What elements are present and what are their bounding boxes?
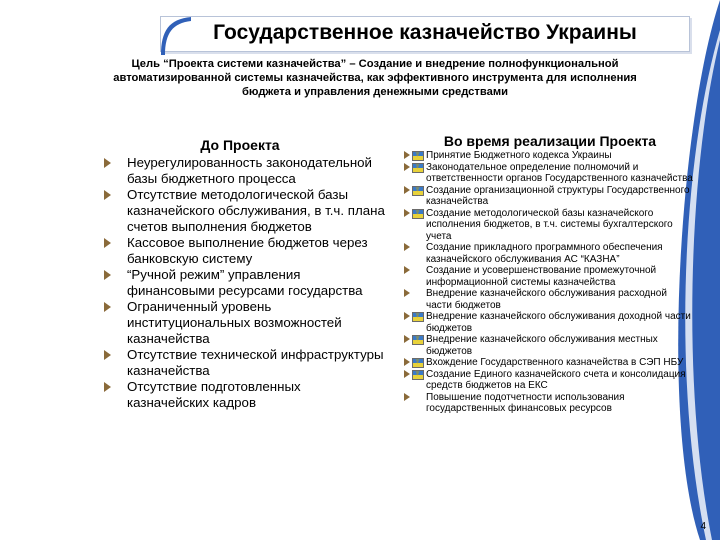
right-list-item-text: Повышение подотчетности использования государственных финансовых ресурсов bbox=[426, 391, 625, 414]
left-list-item-text: “Ручной режим” управления финансовыми ресурсами государства bbox=[127, 267, 363, 298]
before-project-list bbox=[100, 155, 385, 411]
arrow-bullet-icon bbox=[404, 266, 410, 274]
left-list-item bbox=[100, 187, 385, 235]
right-list-item-text: Внедрение казначейского обслуживания местных бюджетов bbox=[426, 334, 658, 357]
arrow-bullet-icon bbox=[404, 370, 410, 378]
right-list-item-text: Принятие Бюджетного кодекса Украины bbox=[426, 150, 612, 161]
ukraine-emblem-icon bbox=[412, 370, 424, 380]
left-list-item-text: Отсутствие подготовленных казначейских кадров bbox=[127, 379, 301, 410]
right-list-item bbox=[398, 334, 693, 357]
arrow-bullet-icon bbox=[104, 158, 111, 168]
left-list-item-text: Отсутствие методологической базы казначейского обслуживания, в т.ч. плана счетов выполнения бюджетов bbox=[127, 187, 385, 234]
arrow-bullet-icon bbox=[104, 382, 111, 392]
ukraine-emblem-icon bbox=[412, 335, 424, 345]
left-list-item bbox=[100, 155, 385, 187]
left-list-item-text: Кассовое выполнение бюджетов через банковскую систему bbox=[127, 235, 368, 266]
arrow-bullet-icon bbox=[404, 358, 410, 366]
arrow-bullet-icon bbox=[404, 289, 410, 297]
title-bar bbox=[160, 16, 690, 52]
ukraine-emblem-icon bbox=[412, 163, 424, 173]
arrow-bullet-icon bbox=[404, 163, 410, 171]
right-list-item bbox=[398, 392, 693, 415]
arrow-bullet-icon bbox=[104, 302, 111, 312]
right-list-item bbox=[398, 185, 693, 208]
left-column-heading: До Проекта bbox=[200, 137, 280, 153]
arrow-bullet-icon bbox=[404, 243, 410, 251]
ukraine-emblem-icon bbox=[412, 358, 424, 368]
right-list-item-text: Создание организационной структуры Государственного казначейства bbox=[426, 184, 690, 207]
arrow-bullet-icon bbox=[404, 186, 410, 194]
during-project-list bbox=[398, 150, 693, 415]
ukraine-emblem-icon bbox=[412, 209, 424, 219]
left-list-item bbox=[100, 347, 385, 379]
right-list-item bbox=[398, 369, 693, 392]
right-list-item bbox=[398, 265, 693, 288]
right-list-item bbox=[398, 150, 693, 162]
ukraine-emblem-icon bbox=[412, 312, 424, 322]
right-column-heading: Во время реализации Проекта bbox=[443, 133, 657, 149]
left-list-item-text: Неурегулированность законодательной базы бюджетного процесса bbox=[127, 155, 372, 186]
left-list-item-text: Ограниченный уровень институциональных возможностей казначейства bbox=[127, 299, 342, 346]
arrow-bullet-icon bbox=[404, 335, 410, 343]
right-list-item bbox=[398, 357, 693, 369]
left-list-item bbox=[100, 379, 385, 411]
right-list-item-text: Создание Единого казначейского счета и консолидация средств бюджетов на ЕКС bbox=[426, 368, 686, 391]
page-number: 4 bbox=[700, 521, 706, 532]
arrow-bullet-icon bbox=[404, 209, 410, 217]
right-list-item-text: Внедрение казначейского обслуживания доходной части бюджетов bbox=[426, 311, 691, 334]
right-list-item-text: Законодательное определение полномочий и ответственности органов Государственного казначейства bbox=[426, 161, 693, 184]
right-list-item-text: Создание прикладного программного обеспечения казначейского обслуживания АС “КАЗНА” bbox=[426, 242, 663, 265]
page-title: Государственное казначейство Украины bbox=[213, 21, 637, 44]
right-list-item bbox=[398, 162, 693, 185]
right-list-item bbox=[398, 311, 693, 334]
left-list-item bbox=[100, 267, 385, 299]
left-list-item bbox=[100, 235, 385, 267]
right-list-item bbox=[398, 288, 693, 311]
right-list-item-text: Вхождение Государственного казначейства в СЭП НБУ bbox=[426, 357, 684, 368]
arrow-bullet-icon bbox=[404, 312, 410, 320]
ukraine-emblem-icon bbox=[412, 186, 424, 196]
arrow-bullet-icon bbox=[104, 350, 111, 360]
right-list-item-text: Создание и усовершенствование промежуточной информационной системы казначейства bbox=[426, 265, 657, 288]
left-list-item bbox=[100, 299, 385, 347]
ukraine-emblem-icon bbox=[412, 151, 424, 161]
right-list-item-text: Внедрение казначейского обслуживания расходной части бюджетов bbox=[426, 288, 667, 311]
arrow-bullet-icon bbox=[104, 238, 111, 248]
arrow-bullet-icon bbox=[404, 393, 410, 401]
right-list-item-text: Создание методологической базы казначейского исполнения бюджетов, в т.ч. системы бухгалтерского учета bbox=[426, 207, 673, 242]
right-list-item bbox=[398, 242, 693, 265]
arrow-bullet-icon bbox=[404, 151, 410, 159]
arrow-bullet-icon bbox=[104, 270, 111, 280]
arrow-bullet-icon bbox=[104, 190, 111, 200]
right-list-item bbox=[398, 208, 693, 243]
left-list-item-text: Отсутствие технической инфраструктуры казначейства bbox=[127, 347, 384, 378]
goal-statement: Цель “Проекта системи казначейства” – Создание и внедрение полнофункциональной автоматизированной системы казначейства, как эффективного инструмента для исполнения бюджета и управления денежными средствами bbox=[113, 58, 637, 98]
